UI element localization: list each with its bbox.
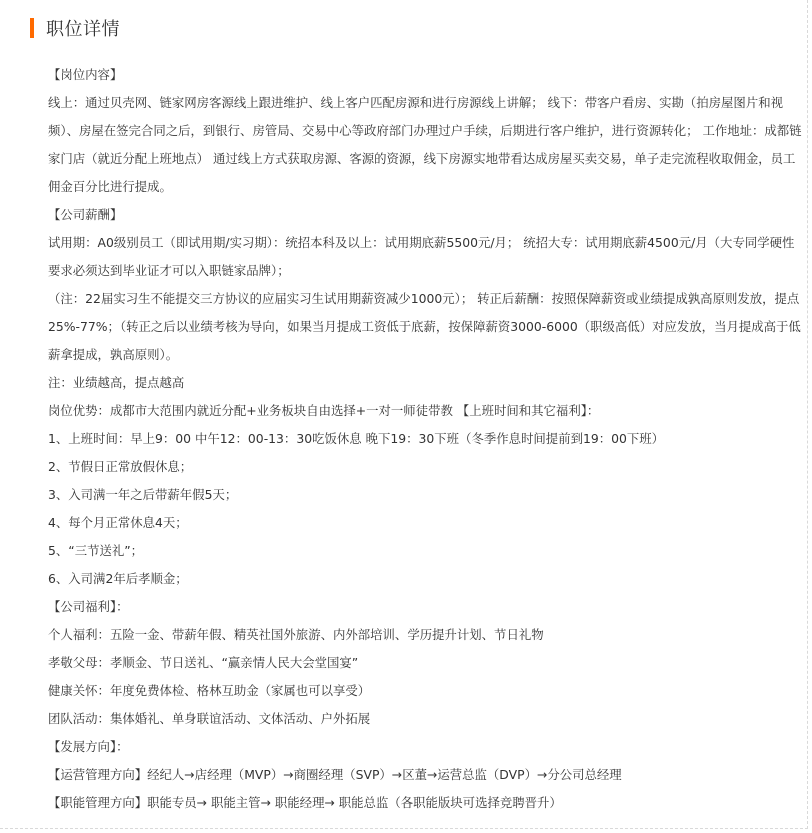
section-heading-benefits: 【公司福利】： [48, 599, 129, 614]
paragraph-parent-benefits: 孝敬父母：孝顺金、节日送礼、“赢亲情人民大会堂国宴” [48, 655, 359, 670]
section-header [30, 17, 120, 39]
section-heading-career: 【发展方向】： [48, 739, 129, 754]
list-item-monthly-rest: 4、每个月正常休息4天； [48, 515, 188, 530]
paragraph-functional-path: 【职能管理方向】职能专员→ 职能主管→ 职能经理→ 职能总监（各职能版块可选择竞聘晋升） [48, 795, 562, 810]
list-item-filial-bonus: 6、入司满2年后孝顺金； [48, 571, 188, 586]
list-item-annual-leave: 3、入司满一年之后带薪年假5天； [48, 487, 238, 502]
paragraph-probation-salary: 试用期：A0级别员工（即试用期/实习期）：统招本科及以上：试用期底薪5500元/月； 统招大专：试用期底薪4500元/月（大专同学硬性要求必须达到毕业证才可以入职链家品牌）； [48, 235, 795, 278]
job-description [48, 61, 806, 817]
section-heading-job-content: 【岗位内容】 [48, 67, 123, 82]
paragraph-health-care: 健康关怀：年度免费体检、格林互助金（家属也可以享受） [48, 683, 371, 698]
paragraph-salary-note: （注：22届实习生不能提交三方协议的应届实习生试用期薪资减少1000元）； 转正后薪酬：按照保障薪资或业绩提成孰高原则发放，提点25%-77%；（转正之后以业绩考核为导向，如果当月提成工资低于底薪，按保障薪资3000-6000（职级高低）对应发放，当月提成高于低薪拿提成，孰高原则）。 [48, 291, 801, 362]
accent-bar [30, 18, 34, 38]
paragraph-operations-path: 【运营管理方向】经纪人→店经理（MVP）→商圈经理（SVP）→区董→运营总监（DVP）→分公司总经理 [48, 767, 622, 782]
section-title: 职位详情 [46, 19, 120, 40]
paragraph-position-advantages: 岗位优势：成都市大范围内就近分配+业务板块自由选择+一对一师徒带教 【上班时间和其它福利】： [48, 403, 600, 418]
paragraph-personal-benefits: 个人福利：五险一金、带薪年假、精英社国外旅游、内外部培训、学历提升计划、节日礼物 [48, 627, 544, 642]
list-item-holidays: 2、节假日正常放假休息； [48, 459, 193, 474]
list-item-festival-gifts: 5、“三节送礼”； [48, 543, 144, 558]
list-item-work-hours: 1、上班时间：早上9：00 中午12：00-13：30吃饭休息 晚下19：30下班（冬季作息时间提前到19：00下班） [48, 431, 665, 446]
paragraph-performance-note: 注：业绩越高，提点越高 [48, 375, 185, 390]
paragraph-team-activities: 团队活动：集体婚礼、单身联谊活动、文体活动、户外拓展 [48, 711, 371, 726]
paragraph-job-content: 线上：通过贝壳网、链家网房客源线上跟进维护、线上客户匹配房源和进行房源线上讲解； 线下：带客户看房、实勘（拍房屋图片和视频）、房屋在签完合同之后，到银行、房管局、交易中心等政府部门办理过户手续，后期进行客户维护，进行资源转化； 工作地址：成都链家门店（就近分配上班地点） 通过线上方式获取房源、客源的资源，线下房源实地带看达成房屋买卖交易，单子走完流程收取佣金，员工佣金百分比进行提成。 [48, 95, 802, 194]
section-heading-salary: 【公司薪酬】 [48, 207, 123, 222]
